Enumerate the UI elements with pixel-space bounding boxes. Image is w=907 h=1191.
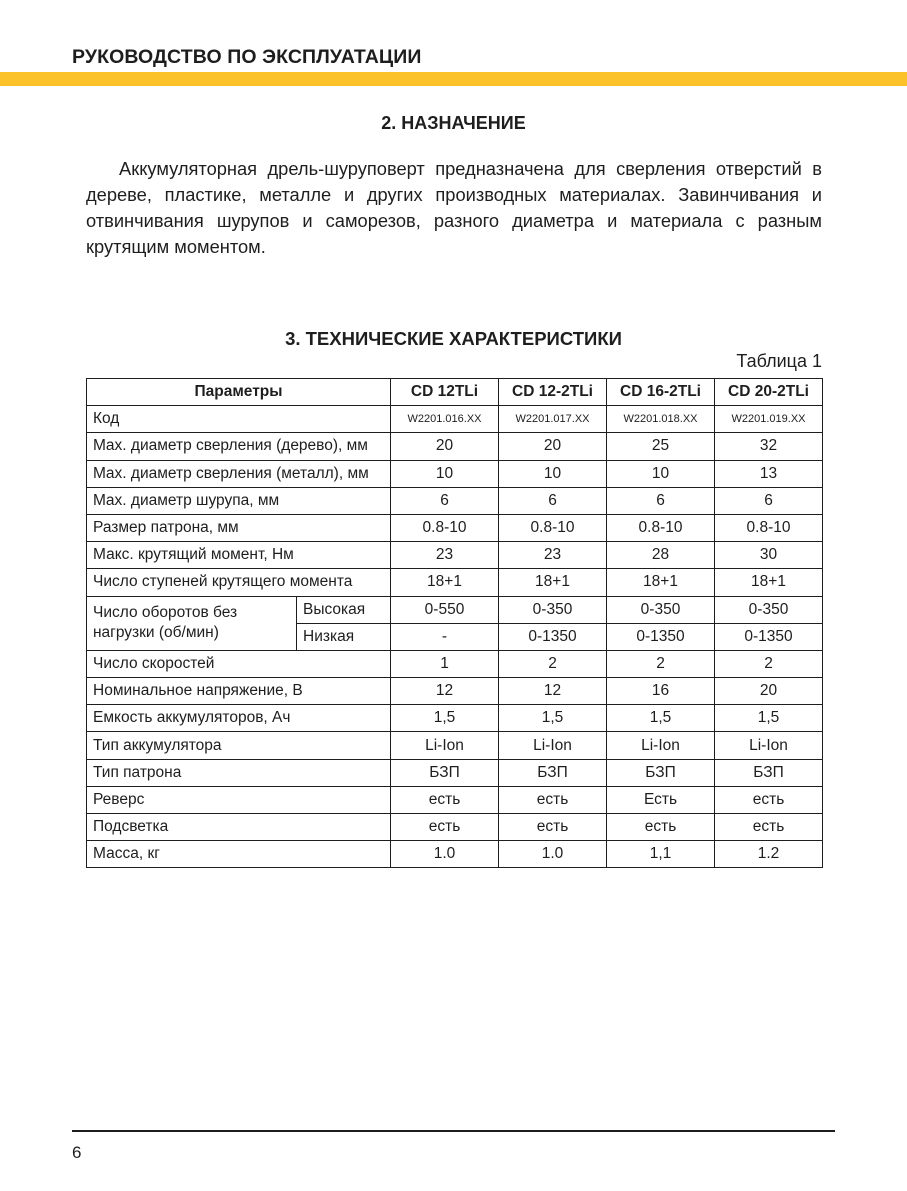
row-label: Число скоростей [87, 650, 391, 677]
column-header: CD 12-2TLi [499, 379, 607, 406]
cell: 23 [391, 542, 499, 569]
column-header: CD 16-2TLi [607, 379, 715, 406]
row-label: Масса, кг [87, 841, 391, 868]
cell: 1.2 [715, 841, 823, 868]
cell: 12 [499, 678, 607, 705]
cell: 0-550 [391, 596, 499, 623]
cell: 2 [499, 650, 607, 677]
cell: 1,5 [499, 705, 607, 732]
purpose-paragraph: Аккумуляторная дрель-шуруповерт предназначена для сверления отверстий в дереве, пластике, металле и других производных материалах. Завинчивания и отвинчивания шурупов и саморезов, разного диаметра и материала с разным крутящим моментом. [86, 158, 822, 257]
row-label: Размер патрона, мм [87, 514, 391, 541]
cell: 6 [391, 487, 499, 514]
cell: есть [499, 786, 607, 813]
cell: 16 [607, 678, 715, 705]
cell: 10 [607, 460, 715, 487]
cell: БЗП [499, 759, 607, 786]
table-row [87, 487, 823, 514]
cell: есть [391, 786, 499, 813]
column-header: Параметры [87, 379, 391, 406]
row-label: Подсветка [87, 814, 391, 841]
header-accent-bar [0, 72, 907, 86]
section-3-title: 3. ТЕХНИЧЕСКИЕ ХАРАКТЕРИСТИКИ [285, 328, 622, 349]
footer-divider [72, 1130, 835, 1132]
cell: 2 [715, 650, 823, 677]
cell: 6 [499, 487, 607, 514]
table-row [87, 705, 823, 732]
cell: Li-Ion [499, 732, 607, 759]
table-row [87, 650, 823, 677]
cell: 1,1 [607, 841, 715, 868]
cell: 28 [607, 542, 715, 569]
table-row [87, 514, 823, 541]
cell: есть [391, 814, 499, 841]
cell: 1 [391, 650, 499, 677]
cell: 20 [715, 678, 823, 705]
cell: 0-1350 [715, 623, 823, 650]
row-label: Номинальное напряжение, В [87, 678, 391, 705]
table-row [87, 786, 823, 813]
table-row [87, 406, 823, 433]
cell: Есть [607, 786, 715, 813]
cell: 1,5 [715, 705, 823, 732]
column-header: CD 12TLi [391, 379, 499, 406]
cell: 25 [607, 433, 715, 460]
cell: 23 [499, 542, 607, 569]
table-row [87, 732, 823, 759]
cell: БЗП [391, 759, 499, 786]
cell: есть [499, 814, 607, 841]
cell: 6 [607, 487, 715, 514]
section-2-title: 2. НАЗНАЧЕНИЕ [381, 113, 526, 133]
cell: 18+1 [499, 569, 607, 596]
table-row [87, 596, 823, 623]
row-sublabel: Низкая [297, 623, 391, 650]
cell: 1.0 [499, 841, 607, 868]
row-label: Макс. крутящий момент, Нм [87, 542, 391, 569]
cell: 12 [391, 678, 499, 705]
cell: 1,5 [391, 705, 499, 732]
row-label: Емкость аккумуляторов, Ач [87, 705, 391, 732]
cell: 1,5 [607, 705, 715, 732]
table-header-row [87, 379, 823, 406]
cell: есть [715, 786, 823, 813]
cell: 18+1 [391, 569, 499, 596]
cell: - [391, 623, 499, 650]
cell: Li-Ion [607, 732, 715, 759]
cell: 18+1 [607, 569, 715, 596]
table-row [87, 759, 823, 786]
cell: БЗП [715, 759, 823, 786]
table-row [87, 814, 823, 841]
cell: 0.8-10 [607, 514, 715, 541]
cell: W2201.019.XX [715, 406, 823, 433]
cell: 0-350 [715, 596, 823, 623]
cell: 32 [715, 433, 823, 460]
row-label: Max. диаметр сверления (дерево), мм [87, 433, 391, 460]
row-label: Max. диаметр сверления (металл), мм [87, 460, 391, 487]
cell: 18+1 [715, 569, 823, 596]
table-row [87, 460, 823, 487]
cell: 20 [391, 433, 499, 460]
cell: 0.8-10 [715, 514, 823, 541]
column-header: CD 20-2TLi [715, 379, 823, 406]
row-label: Число ступеней крутящего момента [87, 569, 391, 596]
cell: 13 [715, 460, 823, 487]
cell: 6 [715, 487, 823, 514]
table-row [87, 569, 823, 596]
table-row [87, 542, 823, 569]
cell: Li-Ion [391, 732, 499, 759]
row-label: Max. диаметр шурупа, мм [87, 487, 391, 514]
cell: 0.8-10 [499, 514, 607, 541]
cell: W2201.018.XX [607, 406, 715, 433]
header-title: РУКОВОДСТВО ПО ЭКСПЛУАТАЦИИ [72, 46, 422, 68]
cell: 20 [499, 433, 607, 460]
row-label: Тип патрона [87, 759, 391, 786]
cell: Li-Ion [715, 732, 823, 759]
row-label: Реверс [87, 786, 391, 813]
page-number: 6 [72, 1143, 82, 1162]
cell: 1.0 [391, 841, 499, 868]
table-row [87, 433, 823, 460]
cell: 30 [715, 542, 823, 569]
cell: 0.8-10 [391, 514, 499, 541]
cell: есть [607, 814, 715, 841]
specs-table [86, 378, 823, 868]
row-sublabel: Высокая [297, 596, 391, 623]
table-row [87, 841, 823, 868]
table-caption: Таблица 1 [736, 351, 822, 371]
cell: есть [715, 814, 823, 841]
cell: W2201.017.XX [499, 406, 607, 433]
row-label: Тип аккумулятора [87, 732, 391, 759]
cell: W2201.016.XX [391, 406, 499, 433]
cell: 0-350 [499, 596, 607, 623]
row-label: Число оборотов без нагрузки (об/мин) [87, 596, 297, 650]
table-row [87, 678, 823, 705]
row-label: Код [87, 406, 391, 433]
cell: 10 [391, 460, 499, 487]
cell: 0-1350 [499, 623, 607, 650]
cell: 2 [607, 650, 715, 677]
cell: 10 [499, 460, 607, 487]
cell: 0-1350 [607, 623, 715, 650]
cell: БЗП [607, 759, 715, 786]
cell: 0-350 [607, 596, 715, 623]
